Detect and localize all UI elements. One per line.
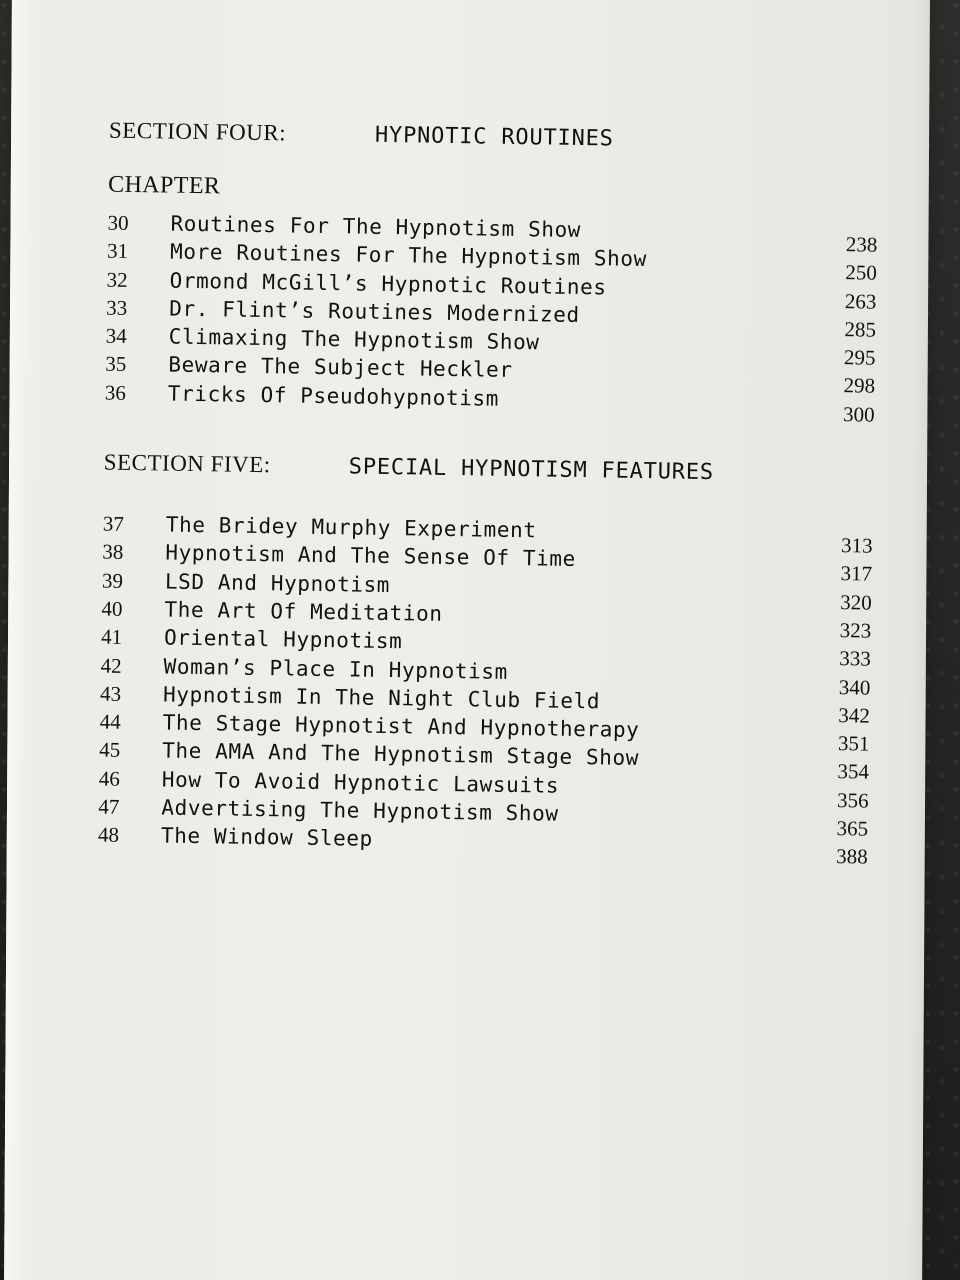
page-number: 263	[844, 288, 877, 314]
page-number: 313	[840, 533, 873, 558]
page-number: 356	[836, 787, 869, 813]
chapter-number: 32	[106, 267, 128, 292]
chapter-title: Hypnotism And The Sense Of Time	[165, 540, 577, 572]
table-of-contents	[97, 117, 879, 869]
page-number: 250	[845, 260, 878, 285]
page-number: 333	[839, 646, 871, 671]
chapter-title: Ormond McGill’s Hypnotic Routines	[169, 268, 607, 300]
chapter-title: LSD And Hypnotism	[164, 569, 391, 597]
chapter-number: 47	[98, 794, 120, 819]
section-four-heading	[109, 118, 880, 168]
section-four-label: SECTION FOUR:	[108, 117, 287, 146]
chapter-number: 41	[100, 624, 123, 650]
chapter-title: Tricks Of Pseudohypnotism	[167, 381, 500, 411]
chapter-number: 34	[105, 323, 127, 349]
chapter-title: Oriental Hypnotism	[163, 625, 403, 654]
chapter-title: The Stage Hypnotist And Hypnotherapy	[162, 710, 640, 743]
chapter-title: How To Avoid Hypnotic Lawsuits	[161, 767, 560, 798]
chapter-title: The Art Of Meditation	[164, 597, 443, 626]
chapter-title: The AMA And The Hypnotism Stage Show	[162, 738, 640, 771]
chapter-number: 39	[101, 568, 124, 593]
book-page	[4, 0, 930, 1280]
page-number: 298	[843, 373, 876, 399]
page-number: 320	[840, 589, 872, 615]
section-four	[104, 117, 879, 427]
chapter-title: Woman’s Place In Hypnotism	[163, 654, 509, 684]
chapter-heading: CHAPTER	[107, 171, 221, 200]
chapter-title: Routines For The Hypnotism Show	[170, 211, 582, 243]
page-number: 238	[845, 232, 878, 257]
chapter-number: 46	[98, 766, 121, 791]
chapter-title: The Window Sleep	[160, 823, 373, 852]
chapter-number: 48	[97, 822, 120, 848]
section-five-heading	[103, 450, 874, 500]
chapter-number: 38	[102, 539, 124, 565]
page-number: 295	[843, 345, 876, 370]
chapter-title: Climaxing The Hypnotism Show	[168, 324, 540, 355]
chapter-title: Beware The Subject Heckler	[168, 353, 513, 383]
chapter-number: 40	[101, 596, 123, 621]
chapter-number: 33	[106, 295, 128, 320]
section-five-title: SPECIAL HYPNOTISM FEATURES	[348, 454, 715, 486]
section-four-title: HYPNOTIC ROUTINES	[374, 122, 614, 152]
chapter-title: Dr. Flint’s Routines Modernized	[169, 296, 580, 327]
chapter-title: Advertising The Hypnotism Show	[161, 795, 559, 826]
page-number: 317	[840, 561, 873, 587]
page-number: 388	[836, 844, 868, 869]
page-number: 285	[844, 317, 877, 342]
page-number: 342	[838, 702, 871, 728]
chapter-title: More Routines For The Hypnotism Show	[169, 239, 648, 272]
page-number: 300	[842, 401, 875, 427]
page-number: 340	[838, 674, 871, 700]
page-number: 351	[837, 731, 870, 756]
chapter-number: 35	[105, 352, 127, 377]
page-number: 323	[839, 618, 872, 643]
section-four-toc-list	[104, 209, 878, 427]
page-number: 365	[836, 816, 869, 841]
section-five-label: SECTION FIVE:	[103, 449, 271, 478]
chapter-number: 30	[107, 210, 129, 235]
chapter-number: 44	[99, 709, 121, 735]
chapter-number: 37	[102, 511, 125, 536]
section-five-toc-list	[97, 510, 873, 869]
chapter-number: 36	[104, 380, 127, 405]
chapter-number: 43	[99, 681, 122, 706]
chapter-number: 31	[106, 238, 129, 264]
section-five	[97, 449, 874, 869]
page-number: 354	[837, 759, 870, 785]
chapter-title: Hypnotism In The Night Club Field	[162, 682, 601, 714]
chapter-number: 45	[99, 737, 121, 763]
chapter-number: 42	[100, 653, 122, 678]
chapter-title: The Bridey Murphy Experiment	[165, 512, 537, 543]
